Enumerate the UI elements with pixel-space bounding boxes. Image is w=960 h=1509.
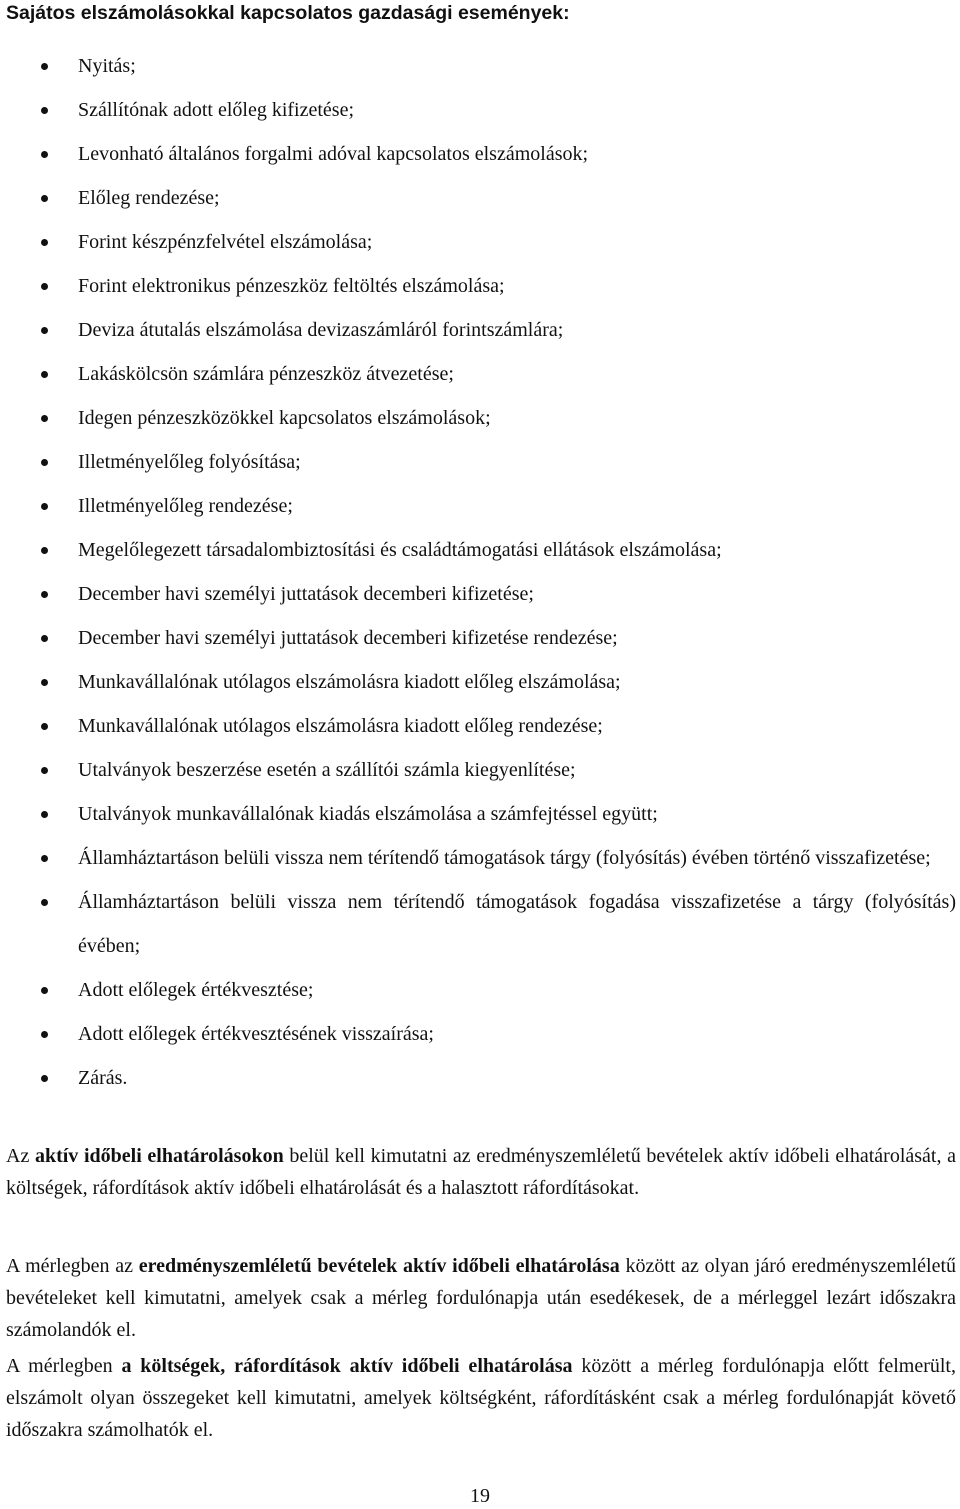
bullet-icon [41,63,48,70]
list-item: Forint készpénzfelvétel elszámolása; [0,220,960,264]
bullet-icon [41,327,48,334]
list-item: Államháztartáson belüli vissza nem térítendő támogatások tárgy (folyósítás) évében történő visszafizetése; [0,836,960,880]
list-item: Illetményelőleg rendezése; [0,484,960,528]
list-item: Forint elektronikus pénzeszköz feltöltés elszámolása; [0,264,960,308]
list-item: Levonható általános forgalmi adóval kapcsolatos elszámolások; [0,132,960,176]
bullet-icon [41,679,48,686]
bullet-icon [41,195,48,202]
bullet-icon [41,591,48,598]
bullet-icon [41,283,48,290]
bullet-icon [41,503,48,510]
list-item: Adott előlegek értékvesztése; [0,968,960,1012]
list-item: Deviza átutalás elszámolása devizaszámláról forintszámlára; [0,308,960,352]
bullet-icon [41,987,48,994]
list-item: Nyitás; [0,44,960,88]
bullet-icon [41,151,48,158]
list-item: Idegen pénzeszközökkel kapcsolatos elszámolások; [0,396,960,440]
bullet-icon [41,107,48,114]
list-item: Munkavállalónak utólagos elszámolásra kiadott előleg elszámolása; [0,660,960,704]
list-item: Előleg rendezése; [0,176,960,220]
paragraph-bevetelek: A mérlegben az eredményszemléletű bevételek aktív időbeli elhatárolása között az olyan járó eredményszemléletű bevételeket kell kimutatni, amelyek csak a mérleg fordulónapja után esedékesek, de a mérleggel lezárt időszakra számolandók el. [6,1255,957,1341]
list-item: Szállítónak adott előleg kifizetése; [0,88,960,132]
bullet-icon [41,239,48,246]
list-item: Adott előlegek értékvesztésének visszaírása; [0,1012,960,1056]
list-item: Munkavállalónak utólagos elszámolásra kiadott előleg rendezése; [0,704,960,748]
list-item: Zárás. [0,1056,960,1100]
bullet-icon [41,459,48,466]
list-item: Megelőlegezett társadalombiztosítási és családtámogatási ellátások elszámolása; [0,528,960,572]
bullet-icon [41,415,48,422]
list-item: Utalványok munkavállalónak kiadás elszámolása a számfejtéssel együtt; [0,792,960,836]
bullet-icon [41,723,48,730]
bullet-icon [41,547,48,554]
list-item: Utalványok beszerzése esetén a szállítói számla kiegyenlítése; [0,748,960,792]
list-item: Államháztartáson belüli vissza nem térítendő támogatások fogadása visszafizetése a tárgy (folyósítás) évében; [0,880,960,968]
list-item: December havi személyi juttatások decemberi kifizetése; [0,572,960,616]
bullet-icon [41,767,48,774]
section-heading: Sajátos elszámolásokkal kapcsolatos gazdasági események: [6,2,570,24]
bullet-icon [41,855,48,862]
list-item: Lakáskölcsön számlára pénzeszköz átvezetése; [0,352,960,396]
bullet-icon [41,1075,48,1082]
bullet-icon [41,1031,48,1038]
list-item: December havi személyi juttatások decemberi kifizetése rendezése; [0,616,960,660]
paragraph-koltsegek: A mérlegben a költségek, ráfordítások aktív időbeli elhatárolása között a mérleg fordulónapja előtt felmerült, elszámolt olyan összegeket kell kimutatni, amelyek költségként, ráfordításként csak a mérleg fordulónapját követő időszakra számolhatók el. [6,1355,956,1441]
paragraph-aktiv-idobeli: Az aktív időbeli elhatárolásokon belül kell kimutatni az eredményszemléletű bevételek aktív időbeli elhatárolását, a költségek, ráfordítások aktív időbeli elhatárolását és a halasztott ráfordításokat. [6,1145,956,1199]
page-number: 19 [470,1485,490,1507]
bullet-icon [41,371,48,378]
event-list [0,44,960,1100]
bullet-icon [41,635,48,642]
bullet-icon [41,811,48,818]
bullet-icon [41,899,48,906]
list-item: Illetményelőleg folyósítása; [0,440,960,484]
